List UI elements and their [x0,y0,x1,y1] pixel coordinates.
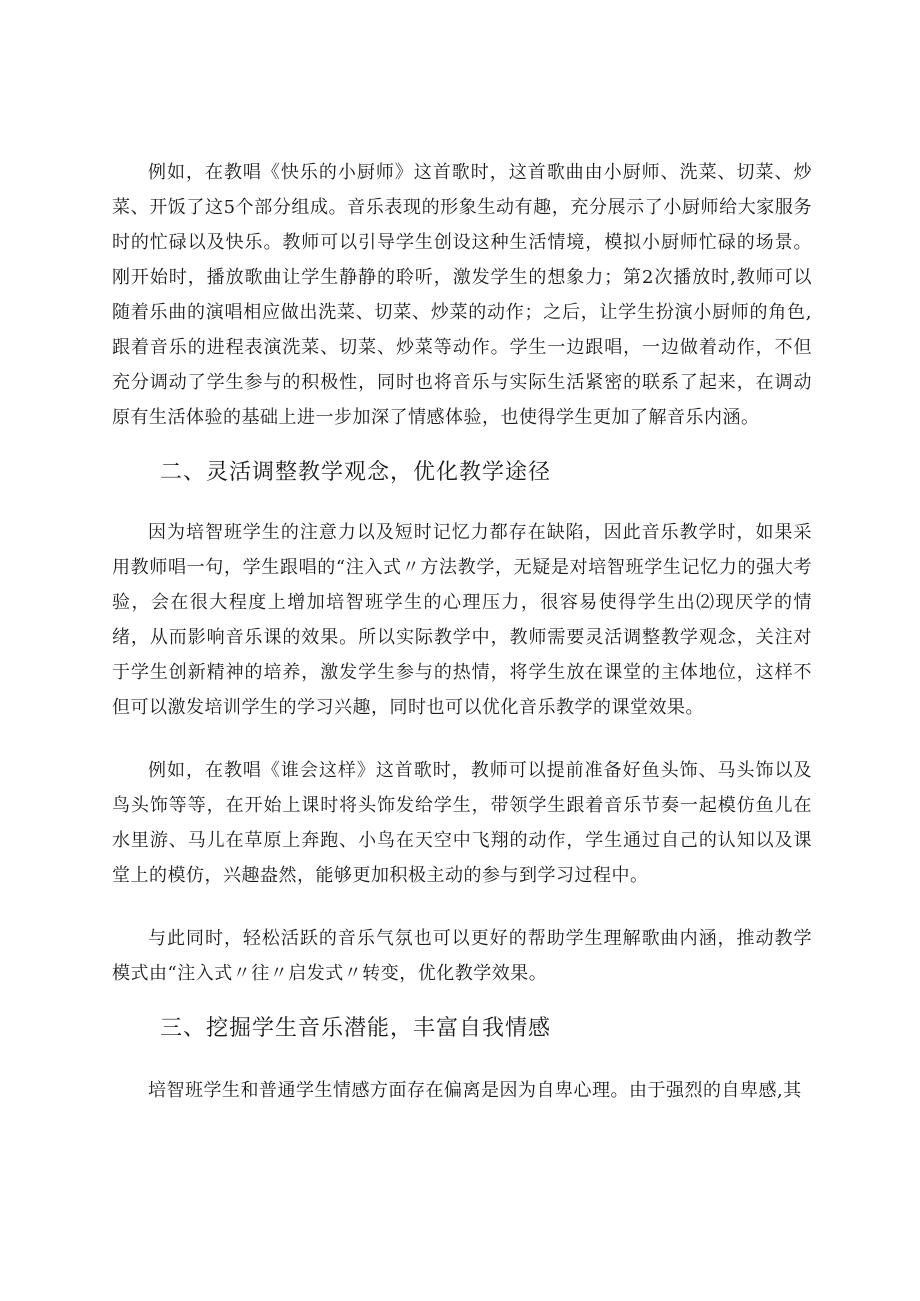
section-heading-3: 三、挖掘学生音乐潜能，丰富自我情感 [160,1016,552,1041]
section-heading-2: 二、灵活调整教学观念，优化教学途径 [160,460,552,485]
paragraph-emotion-deviation: 培智班学生和普通学生情感方面存在偏离是因为自卑心理。由于强烈的自卑感,其 [148,1080,802,1101]
paragraph-music-atmosphere: 与此同时，轻松活跃的音乐气氛也可以更好的帮助学生理解歌曲内涵，推动教学模式由“注入式〃往〃启发式〃转变，优化教学效果。 [112,928,812,984]
document-body [112,155,812,1108]
paragraph-example-little-chef: 例如，在教唱《快乐的小厨师》这首歌时，这首歌曲由小厨师、洗菜、切菜、炒菜、开饭了这5个部分组成。音乐表现的形象生动有趣，充分展示了小厨师给大家服务时的忙碌以及快乐。教师可以引导学生创设这种生活情境，模拟小厨师忙碌的场景。刚开始时，播放歌曲让学生静静的聆听，激发学生的想象力；第2次播放时,教师可以随着乐曲的演唱相应做出洗菜、切菜、炒菜的动作；之后，让学生扮演小厨师的角色,跟着音乐的进程表演洗菜、切菜、炒菜等动作。学生一边跟唱，一边做着动作，不但充分调动了学生参与的积极性，同时也将音乐与实际生活紧密的联系了起来，在调动原有生活体验的基础上进一步加深了情感体验，也使得学生更加了解音乐内涵。 [112,162,812,428]
paragraph-flexible-teaching: 因为培智班学生的注意力以及短时记忆力都存在缺陷，因此音乐教学时，如果采用教师唱一句，学生跟唱的“注入式〃方法教学，无疑是对培智班学生记忆力的强大考验，会在很大程度上增加培智班学生的心理压力，很容易使得学生出⑵现厌学的情绪，从而影响音乐课的效果。所以实际教学中，教师需要灵活调整教学观念，关注对于学生创新精神的培养，激发学生参与的热情，将学生放在课堂的主体地位，这样不但可以激发培训学生的学习兴趣，同时也可以优化音乐教学的课堂效果。 [112,522,812,718]
paragraph-example-who-does-this: 例如，在教唱《谁会这样》这首歌时，教师可以提前准备好鱼头饰、马头饰以及鸟头饰等等，在开始上课时将头饰发给学生，带领学生跟着音乐节奏一起模仿鱼儿在水里游、马儿在草原上奔跑、小鸟在天空中飞翔的动作，学生通过自己的认知以及课堂上的模仿，兴趣盎然，能够更加积极主动的参与到学习过程中。 [112,760,812,886]
